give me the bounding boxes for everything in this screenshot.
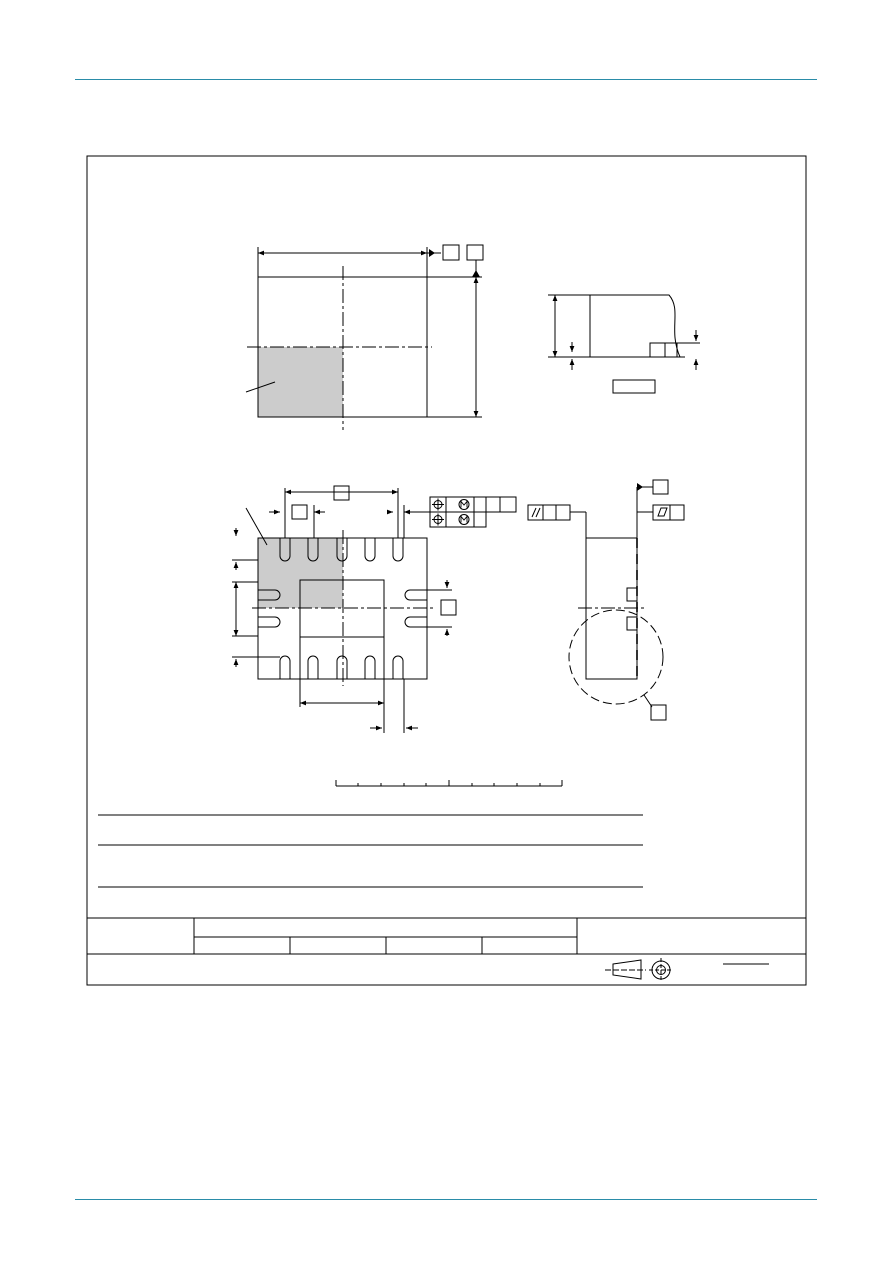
- pad-bottom-1: [280, 656, 290, 679]
- bottom-view: [232, 486, 516, 733]
- side-view: [548, 295, 700, 393]
- pad-top-5: [393, 538, 403, 561]
- top-view: [246, 245, 483, 430]
- parallelism-icon: [532, 508, 540, 517]
- position-tolerance-icon: [432, 514, 444, 526]
- detail-circle: [569, 610, 663, 704]
- end-view-terminal-2: [627, 617, 637, 630]
- datum-B-triangle: [472, 270, 480, 277]
- pad-right-2: [405, 617, 427, 627]
- pad-bottom-3: [337, 656, 347, 679]
- projection-circle-icon: [649, 958, 673, 982]
- flatness-icon: [658, 508, 667, 516]
- side-view-terminal-1: [650, 343, 665, 357]
- datum-B-box: [467, 245, 483, 260]
- right-pad-label-box: [441, 600, 456, 615]
- pad-bottom-5: [393, 656, 403, 679]
- top-view-pin1-shaded-area: [258, 347, 343, 417]
- title-block: [87, 918, 806, 982]
- pad-pitch-label-box: [292, 505, 307, 519]
- pad-bottom-4: [365, 656, 375, 679]
- side-view-terminal-2: [665, 343, 677, 357]
- maximum-material-circle-icon: [459, 515, 469, 525]
- pad-bottom-2: [308, 656, 318, 679]
- detail-label-box: [651, 705, 666, 720]
- datum-A-triangle: [429, 249, 435, 257]
- scale-bar: [336, 780, 562, 786]
- pad-left-2: [258, 617, 280, 627]
- datum-C-triangle: [637, 483, 643, 491]
- drawing-frame: [87, 156, 806, 985]
- side-view-body: [590, 295, 680, 357]
- datum-A-box: [443, 245, 459, 260]
- flatness-frame: [653, 505, 684, 520]
- side-view-label-box: [613, 380, 655, 393]
- bottom-view-pin1-leader: [246, 508, 267, 545]
- position-tolerance-icon: [432, 499, 444, 511]
- pitch-label-box: [334, 486, 349, 500]
- pad-right-1: [405, 590, 427, 600]
- pad-top-4: [365, 538, 375, 561]
- projection-cone-icon: [605, 960, 646, 979]
- datum-C-box: [653, 480, 668, 494]
- end-view-terminal-1: [627, 588, 637, 601]
- maximum-material-circle-icon: [459, 500, 469, 510]
- end-view: [528, 480, 684, 720]
